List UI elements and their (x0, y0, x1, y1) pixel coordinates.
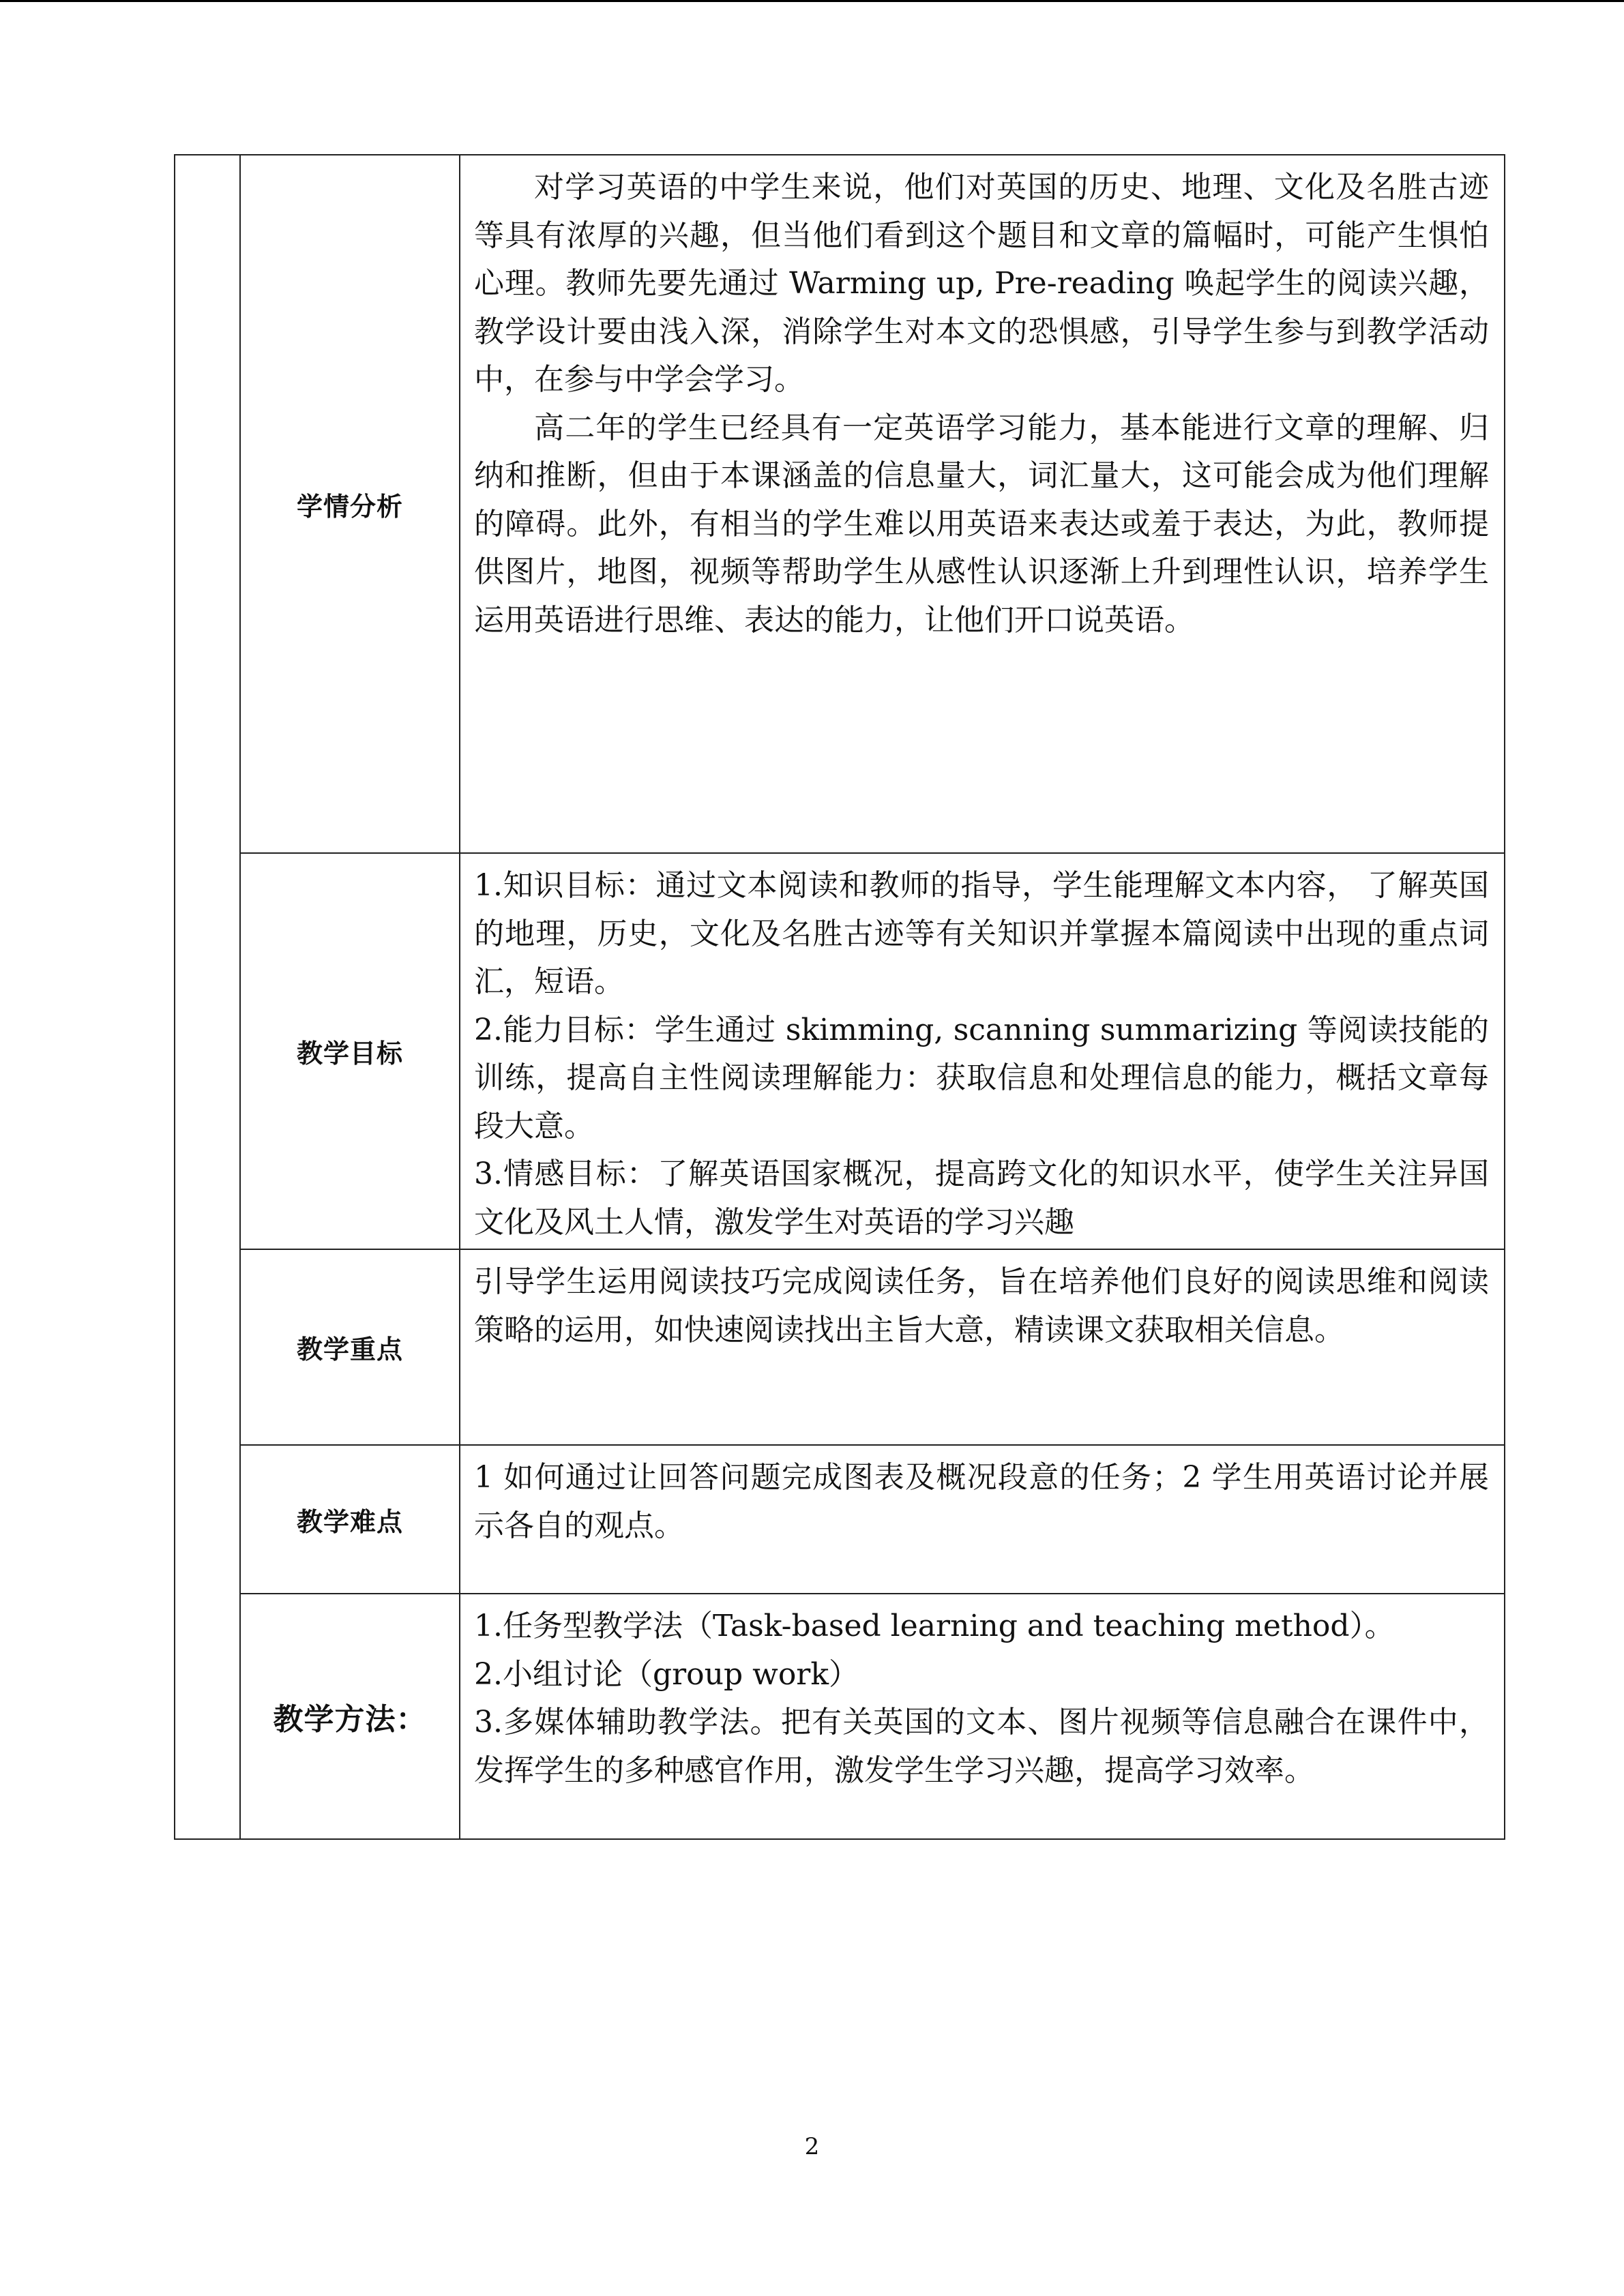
method-group-work: 2.小组讨论（group work） (474, 1656, 859, 1692)
learner-analysis-paragraph-1: 对学习英语的中学生来说，他们对英国的历史、地理、文化及名胜古迹等具有浓厚的兴趣，但当他们看到这个题目和文章的篇幅时，可能产生惧怕心理。教师先要先通过 Warming up, Pre-reading 唤起学生的阅读兴趣，教学设计要由浅入深，消除学生对本文的恐惧感，引导学生参与到教学活动中，在参与中学会学习。 (474, 170, 1489, 397)
content-teaching-methods (460, 1594, 1505, 1839)
content-teaching-objectives (460, 853, 1505, 1249)
difficult-points-paragraph: 1 如何通过让回答问题完成图表及概况段意的任务；2 学生用英语讨论并展示各自的观点。 (474, 1460, 1489, 1543)
objective-knowledge: 1.知识目标：通过文本阅读和教师的指导，学生能理解文本内容， 了解英国的地理，历史，文化及名胜古迹等有关知识并掌握本篇阅读中出现的重点词汇，短语。 (474, 868, 1489, 999)
content-difficult-points (460, 1445, 1505, 1594)
table-row-key-points (175, 1249, 1505, 1445)
page-number: 2 (804, 2133, 820, 2160)
outer-merged-cell (175, 155, 240, 1839)
method-task-based: 1.任务型教学法（Task-based learning and teaching method）。 (474, 1609, 1395, 1643)
table-row-difficult-points (175, 1445, 1505, 1594)
objective-ability: 2.能力目标：学生通过 skimming, scanning summarizing 等阅读技能的训练，提高自主性阅读理解能力：获取信息和处理信息的能力，概括文章每段大意。 (474, 1012, 1489, 1144)
label-key-points: 教学重点 (240, 1249, 460, 1445)
table-row-teaching-objectives (175, 853, 1505, 1249)
table-row-teaching-methods (175, 1594, 1505, 1839)
table-row-learner-analysis (175, 155, 1505, 853)
content-key-points (460, 1249, 1505, 1445)
label-learner-analysis: 学情分析 (240, 155, 460, 853)
objective-emotion: 3.情感目标：了解英语国家概况，提高跨文化的知识水平，使学生关注异国文化及风土人情，激发学生对英语的学习兴趣 (474, 1157, 1489, 1240)
lesson-plan-table (174, 154, 1505, 1840)
label-difficult-points: 教学难点 (240, 1445, 460, 1594)
method-multimedia: 3.多媒体辅助教学法。把有关英国的文本、图片视频等信息融合在课件中，发挥学生的多种感官作用，激发学生学习兴趣，提高学习效率。 (474, 1705, 1489, 1788)
page-top-border (0, 0, 1624, 2)
label-teaching-objectives: 教学目标 (240, 853, 460, 1249)
key-points-paragraph: 引导学生运用阅读技巧完成阅读任务，旨在培养他们良好的阅读思维和阅读策略的运用，如快速阅读找出主旨大意，精读课文获取相关信息。 (474, 1264, 1489, 1347)
label-teaching-methods: 教学方法： (240, 1594, 460, 1839)
learner-analysis-paragraph-2: 高二年的学生已经具有一定英语学习能力，基本能进行文章的理解、归纳和推断，但由于本课涵盖的信息量大，词汇量大，这可能会成为他们理解的障碍。此外，有相当的学生难以用英语来表达或羞于表达，为此，教师提供图片，地图，视频等帮助学生从感性认识逐渐上升到理性认识，培养学生运用英语进行思维、表达的能力，让他们开口说英语。 (474, 410, 1489, 638)
content-learner-analysis (460, 155, 1505, 853)
